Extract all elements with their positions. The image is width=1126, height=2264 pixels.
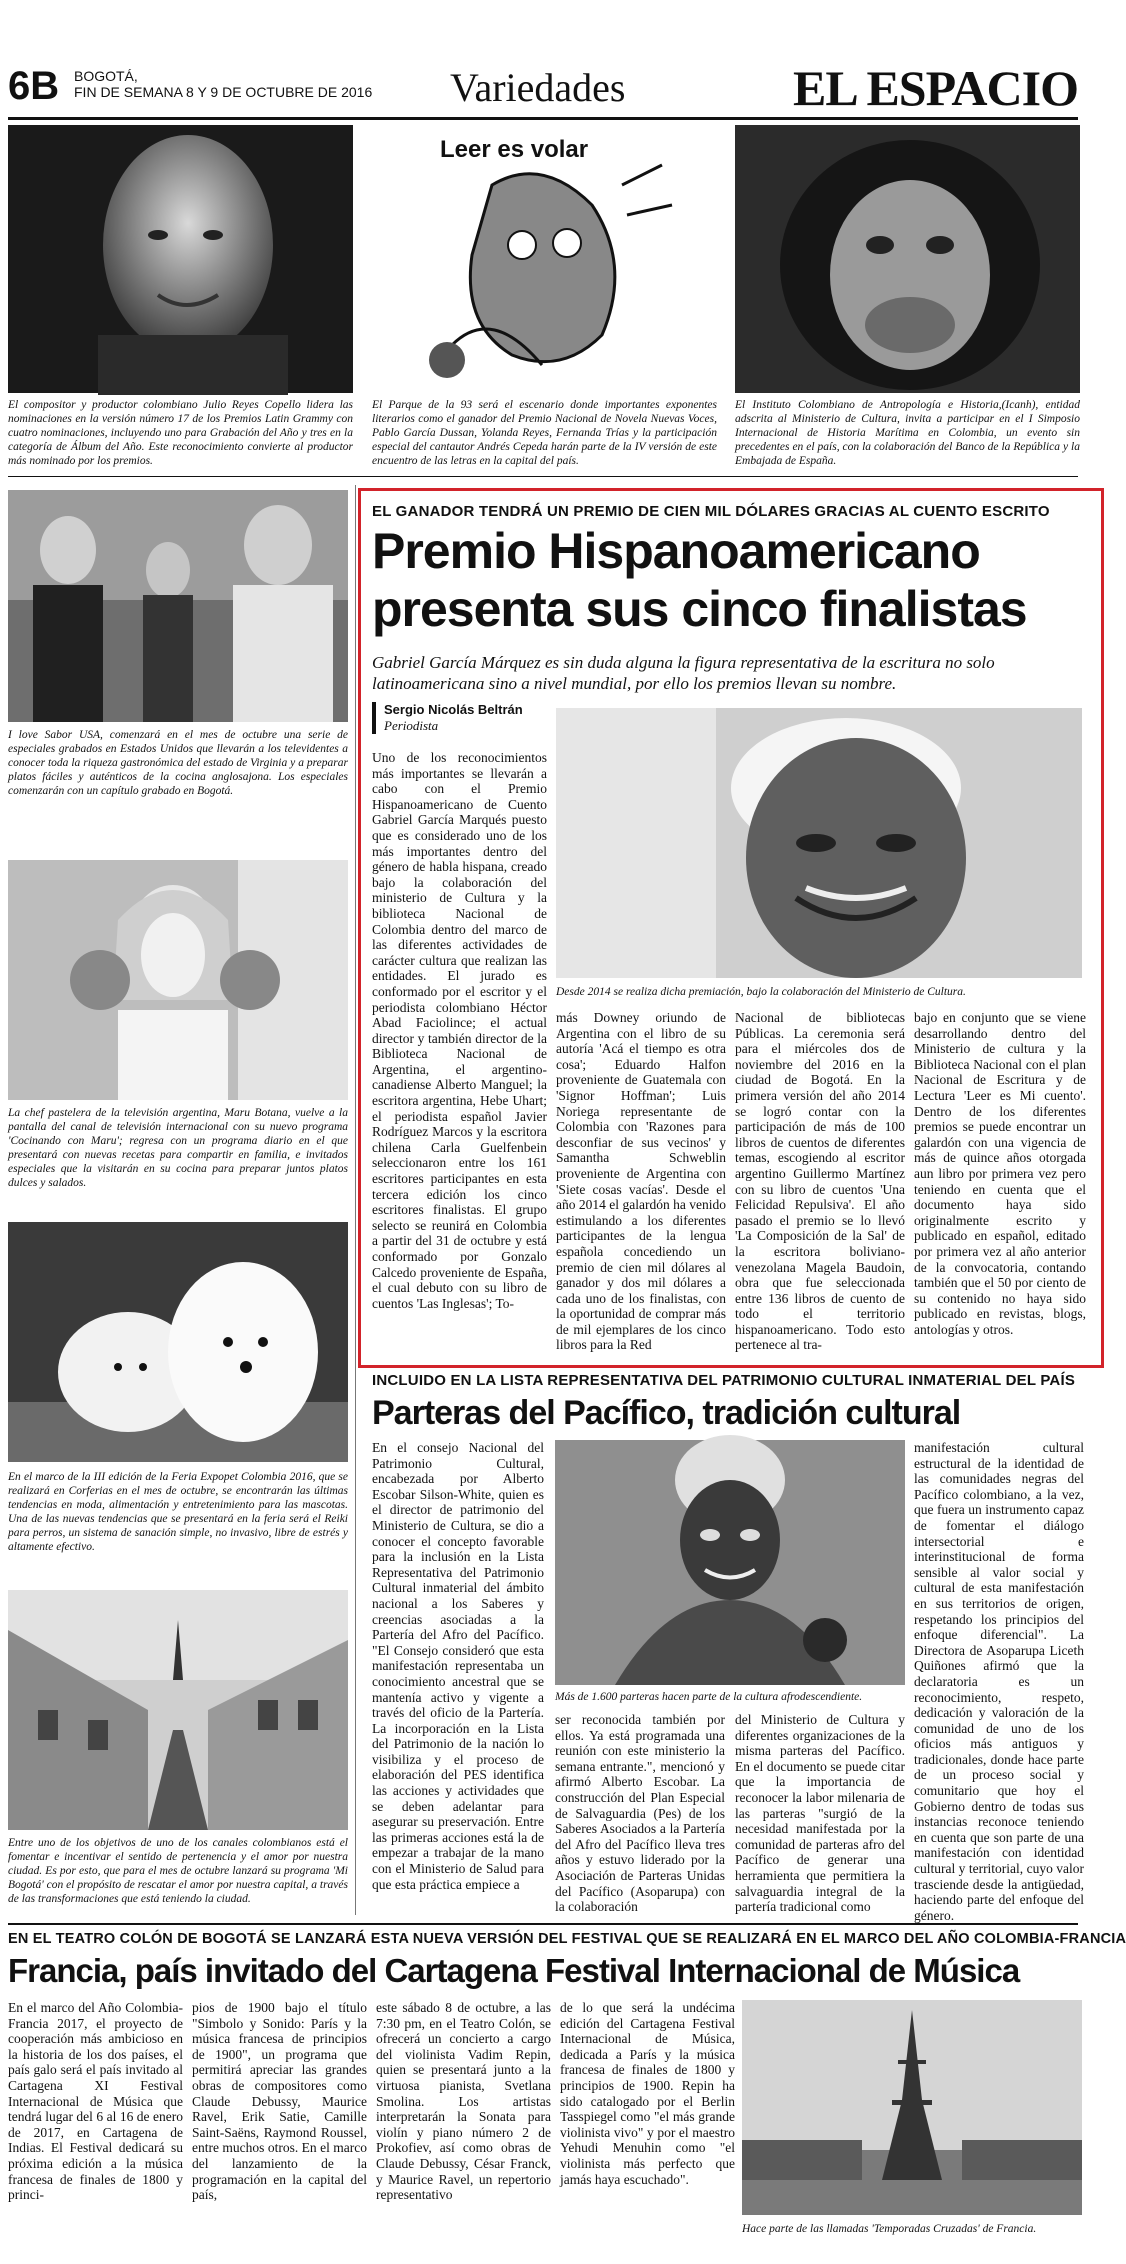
caption-maru-botana: La chef pastelera de la televisión argentina, Maru Botana, vuelve a la pantalla del canal de televisión internacional con su nuevo programa 'Cocinando con Maru'; regresa con un programa diario en el que presentará con nuevas recetas para compartir en familia, e invitados especiales que la visitarán en su cocina para preparar juntos platos dulces y salados. (8, 1107, 348, 1189)
francia-column-4: de lo que será la undécima edición del Cartagena Festival Internacional de Música, dedicada a París y la música francesa de finales de 1800 y principios de 1900. Repin ha sido catalogado por el Berlin Tasspiegel como "el más grande violinista vivo" y por el maestro Yehudi Menuhin como "el violinista más perfecto que jamás haya escuchado". (560, 2000, 735, 2187)
parteras-kicker: INCLUIDO EN LA LISTA REPRESENTATIVA DEL PATRIMONIO CULTURAL INMATERIAL DEL PAÍS (372, 1372, 1076, 1389)
caption-leer-es-volar: El Parque de la 93 será el escenario donde importantes exponentes literarios como el ganador del Premio Nacional de Novela Nuevas Voces, Pablo García Dussan, Yolanda Reyes, Fernanda Trías y la participación especial del cantautor Andrés Cepeda harán parte de la IV versión de este encuentro de las letras en la capital del país. (372, 399, 717, 467)
premio-author-role: Periodista (384, 718, 439, 733)
premio-column-3: Nacional de bibliotecas Públicas. La ceremonia será para el miércoles dos de noviembre del 2016 en la ciudad de Bogotá. En la primera versión del año 2014 se logró contar con la participación de más de 100 libros de cuentos de diferentes temas, escogiendo al escritor argentino Guillermo Martínez con su libro de cuentos 'Una Felicidad Repulsiva'. El año pasado el premio se lo llevó 'La Composición de la Sal' de la escritora boliviano-venezolana Magela Baudoin, obra que fue seleccionada entre 136 libros de cuento de todo el territorio hispanoamericano. Todo esto pertenece al tra- (735, 1010, 905, 1353)
caption-icanh: El Instituto Colombiano de Antropología e Historia,(Icanh), entidad adscrita al Ministerio de Cultura, invita a participar en el I Simposio Internacional de Historia Marítima en Colombia, un evento sin precedentes en el país, con la colaboración del Banco de la República y la Embajada de España. (735, 399, 1080, 467)
poster-title: Leer es volar (440, 136, 589, 163)
dateline (74, 68, 372, 100)
dateline-city: BOGOTÁ, (74, 68, 138, 84)
photo-sabor-usa (8, 490, 348, 722)
premio-kicker: EL GANADOR TENDRÁ UN PREMIO DE CIEN MIL DÓLARES GRACIAS AL CUENTO ESCRITO (372, 503, 1050, 520)
francia-photo-caption: Hace parte de las llamadas 'Temporadas Cruzadas' de Francia. (742, 2223, 1037, 2235)
caption-julio-reyes: El compositor y productor colombiano Julio Reyes Copello lidera las nominaciones en la versión número 17 de los Premios Latin Grammy con cuatro nominaciones, incluyendo uno para Grabación del Año y tres en la categoría de Álbum del Año. Este reconocimiento convierte al productor más nominado por los premios. (8, 399, 353, 467)
photo-eiffel-tower (742, 2000, 1082, 2215)
photo-julio-reyes (8, 125, 353, 393)
francia-column-1: En el marco del Año Colombia-Francia 2017, el proyecto de cooperación más ambicioso en la historia de los dos países, el país galo será el país invitado al Cartagena XI Festival Internacional de Música que tendrá lugar del 6 al 16 de enero de 2017, en Cartagena de Indias. El Festival dedicará su próxima edición a la música francesa de finales de 1800 y princi- (8, 2000, 183, 2203)
francia-headline: Francia, país invitado del Cartagena Festival Internacional de Música (8, 1952, 1020, 1989)
premio-deck: Gabriel García Márquez es sin duda alguna la figura representativa de la escritura no solo latinoamericana sino a nivel mundial, por ello los premios llevan su nombre. (372, 653, 995, 693)
caption-expopet: En el marco de la III edición de la Feria Expopet Colombia 2016, que se realizará en Corferias en el mes de octubre, se encontrarán las últimas tendencias en moda, alimentación y entretenimiento para las mascotas. Una de las nuevas tendencias que se presentará en la feria será el Reiki para perros, un sistema de sanación simple, no invasivo, libre de estrés y altamente efectivo. (8, 1471, 348, 1553)
photo-garcia-marquez (556, 708, 1082, 978)
photo-bogota-street (8, 1590, 348, 1830)
parteras-column-2: ser reconocida también por ellos. Ya está programada una reunión con este ministerio la semana entrante.", mencionó y afirmó Alberto Escobar. La construcción del Plan Especial de Salvaguardia (Pes) de los Saberes Asociados a la Partería del Afro del Pacífico lleva tres años y estuvo liderado por la Asociación de Parteras Unidas del Pacífico (Asoparupa) con la colaboración (555, 1712, 725, 1915)
divider-francia (8, 1923, 1078, 1925)
premio-column-4: bajo en conjunto que se viene desarrollando dentro del Ministerio de cultura y la Biblioteca Nacional con el plan Nacional de Escritura y de Lectura 'Leer es Mi cuento'. Dentro de los diferentes premios se puede encontrar un galardón con una vigencia de más de quince años otorgada aun libro por primera vez pero teniendo en cuenta que el documento haya sido originalmente escrito y publicado en español, editado por primera vez al año anterior de la convocatoria, contando también que el 50 por ciento de su contenido no haya sido publicado en revistas, blogs, antologías y otros. (914, 1010, 1086, 1337)
premio-column-2: más Downey oriundo de Argentina con el libro de su autoría 'Acá el tiempo es otra cosa'; Eduardo Halfon proveniente de Guatemala con 'Signor Hoffman'; Luis Noriega representante de Colombia con 'Razones para desconfiar de sus vecinos' y Samantha Schweblin proveniente de Argentina con 'Siete cosas vacías'. Desde el año 2014 el galardón ha venido estimulando a los diferentes participantes de la lengua española concediendo un premio de cien mil dólares al ganador y dos mil dólares a cada uno de los finalistas, con la oportunidad de comprar más de mil ejemplares de los cinco libros para la Red (556, 1010, 726, 1353)
newspaper-logo: EL ESPACIO (793, 60, 1078, 116)
francia-kicker: EN EL TEATRO COLÓN DE BOGOTÁ SE LANZARÁ ESTA NUEVA VERSIÓN DEL FESTIVAL QUE SE REALIZARÁ EN EL MARCO DEL AÑO COLOMBIA-FRANCIA (8, 1931, 1126, 1947)
divider-sidebar (355, 485, 356, 1915)
parteras-column-4: manifestación cultural estructural de la identidad de las comunidades negras del Pacífico colombiano, a la vez, que fuera un instrumento capaz de fomentar el diálogo intersectorial e interinstitucional de forma sensible al valor social y cultural de esta manifestación en sus territorios de origen, respetando los principios del enfoque diferencial". La Directora de Asoparupa Liceth Quiñones afirmó que la declaratoria es un reconocimiento, respeto, dedicación y valoración de la comunidad de uno de los oficios más antiguos y tradicionales, donde hace parte de un proceso social y comunitario que hoy el Gobierno dentro de todas sus instancias reconoce teniendo en cuenta que son parte de una manifestación con identidad cultural y territorial, cuyo valor trasciende desde la antigüedad, haciendo parte del enfoque del género. (914, 1440, 1084, 1923)
caption-mi-bogota: Entre uno de los objetivos de uno de los canales colombianos está el fomentar e incentivar el sentido de pertenencia y el amor por nuestra ciudad. Es por esto, que para el mes de octubre lanzará su programa 'Mi Bogotá' con el propósito de rescatar el amor por nuestra capital, a través de las transformaciones que está teniendo la ciudad. (8, 1837, 348, 1905)
parteras-headline: Parteras del Pacífico, tradición cultural (372, 1394, 961, 1432)
section-title: Variedades (450, 65, 626, 110)
caption-sabor-usa: I love Sabor USA, comenzará en el mes de octubre una serie de especiales grabados en Estados Unidos que llevarán a los televidentes a conocer toda la riqueza gastronómica del estado de Virginia y a preparar platos fáciles y auténticos de la cocina anglosajona. Los especiales comenzarán con un capítulo grabado en Bogotá. (8, 729, 348, 797)
francia-column-2: pios de 1900 bajo el título "Simbolo y Sonido: París y la música francesa de principios de 1900", un programa que permitirá apreciar las grandes obras de compositores como Claude Debussy, Maurice Ravel, Erik Satie, Camille Saint-Saëns, Raymond Roussel, entre muchos otros. En el marco del lanzamiento de la programación en la capital del país, (192, 2000, 367, 2203)
premio-author: Sergio Nicolás Beltrán (384, 702, 523, 717)
francia-column-3: este sábado 8 de octubre, a las 7:30 pm, en el Teatro Colón, se ofrecerá un concierto a cargo del violinista Vadim Repin, quien se presentará junto a la virtuosa pianista, Svetlana Smolina. Los artistas interpretarán la Sonata para violín y piano número 2 de Prokofiev, así como obras de Claude Debussy, César Franck, y Maurice Ravel, un repertorio representativo (376, 2000, 551, 2203)
parteras-column-3: del Ministerio de Cultura y diferentes organizaciones de la misma parteras del Pacífico. En el documento se puede citar que la importancia de reconocer la labor milenaria de las parteras "surgió de la necesidad manifestada por la comunidad de parteras afro del Pacífico de generar una herramienta que permitiera la salvaguardia integral de la partería tradicional como (735, 1712, 905, 1915)
page-header (8, 60, 1078, 120)
premio-photo-caption: Desde 2014 se realiza dicha premiación, bajo la colaboración del Ministerio de Cultura. (556, 986, 966, 998)
photo-chimpanzee (735, 125, 1080, 393)
page-number: 6B (8, 64, 60, 108)
parteras-photo-caption: Más de 1.600 parteras hacen parte de la cultura afrodescendiente. (555, 1691, 863, 1703)
photo-maru-botana (8, 860, 348, 1100)
parteras-column-1: En el consejo Nacional del Patrimonio Cultural, encabezada por Alberto Escobar Silson-White, quien es el director de patrimonio del Ministerio de Cultura, se dio a conocer el concepto favorable para la inclusión en la Lista Representativa del Patrimonio Cultural inmaterial del ámbito nacional a los Saberes y creencias asociadas a la Partería del Afro del Pacífico. "El Consejo consideró que esta manifestación representaba un conocimiento ancestral que se mantenía activo y vigente a través del oficio de la Partería. La incorporación en la Lista del Patrimonio de la nación lo visibiliza y el proceso de elaboración del PES identifica las acciones y actividades que se deben adelantar para asegurar su preservación. Entre las primeras acciones está la de empezar a trabajar de la mano con el Ministerio de Salud para que esta práctica empiece a (372, 1440, 544, 1892)
photo-leer-es-volar-poster (372, 125, 717, 393)
photo-expopet-dogs (8, 1222, 348, 1462)
premio-byline (372, 702, 552, 734)
divider-top (8, 476, 1078, 477)
premio-headline-line1: Premio Hispanoamericano (372, 523, 980, 579)
premio-headline-line2: presenta sus cinco finalistas (372, 581, 1027, 637)
premio-column-1: Uno de los reconocimientos más importantes se llevarán a cabo con el Premio Hispanoamericano de Cuento Gabriel García Marqués puesto que es considerado uno de los más importantes dentro del género de habla hispana, creado bajo la colaboración del ministerio de Cultura y la biblioteca Nacional de Colombia dentro del marco de las diferentes actividades de carácter cultura que realizan las entidades. El jurado es conformado por el escritor y el periodista colombiano Héctor Abad Faciolince; el actual director y también director de la Biblioteca Nacional de Argentina, el argentino-canadiense Alberto Manguel; la escritora argentina, Hebe Uhart; el periodista español Javier Rodríguez Marcos y la escritora chilena Carla Guelfenbein seleccionaron entre los 161 escritores participantes en esta tercera edición los cinco escritores finalistas. El grupo selecto se reunirá en Colombia a partir del 31 de octubre y está conformado por Gonzalo Calcedo proveniente de España, el cual debuto con su libro de cuentos 'Las Inglesas'; To- (372, 750, 547, 1311)
photo-partera (555, 1440, 905, 1685)
dateline-date: FIN DE SEMANA 8 Y 9 DE OCTUBRE DE 2016 (74, 84, 373, 100)
